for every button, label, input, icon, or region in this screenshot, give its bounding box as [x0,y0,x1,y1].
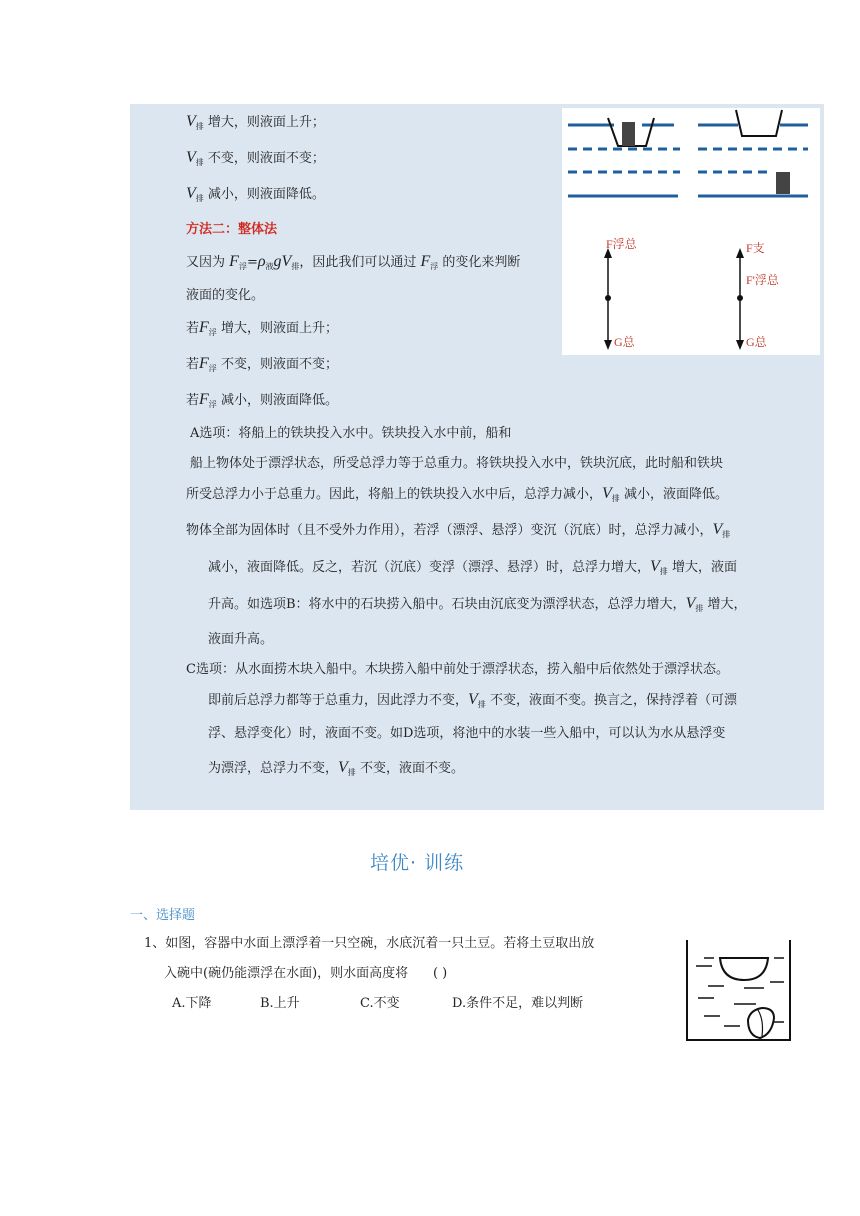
option-a-line-2: 船上物体处于漂浮状态，所受总浮力等于总重力。将铁块投入水中，铁块沉底，此时船和铁块 [190,456,724,471]
answer-blank[interactable]: ( ) [432,966,448,981]
solid-line-1: 物体全部为固体时（且不受外力作用），若浮（漂浮、悬浮）变沉（沉底）时，总浮力减小，$V_排$ [186,521,731,539]
label-f-float-total: F浮总 [606,237,637,251]
bowl-potato-figure [684,936,794,1044]
solid-line-3: 升高。如选项B：将水中的石块捞入船中。石块由沉底变为漂浮状态，总浮力增大，$V_排$ 增大， [208,595,747,613]
label-g-total-right: G总 [746,335,767,349]
potato-icon [748,1008,774,1038]
boat-right [736,110,782,136]
method-two-title: 方法二：整体法 [186,222,278,237]
whole-method-line: 又因为 $F_浮=\rho_液gV_排$，因此我们可以通过 $F_浮$ 的变化来判断 [186,253,521,271]
arrow-head-down-icon [604,340,612,350]
f-decrease-line: 若$F_浮$ 减小，则液面降低。 [186,391,338,409]
f-same-line: 若$F_浮$ 不变，则液面不变； [186,355,338,373]
whole-method-line-2: 液面的变化。 [186,288,265,303]
solid-line-2: 减小，液面降低。反之，若沉（沉底）变浮（漂浮、悬浮）时，总浮力增大，$V_排$ 增大，液面 [208,558,737,576]
question-1-line-2: 入碗中(碗仍能漂浮在水面)，则水面高度将 ( ) [164,966,448,981]
force-diagram-svg [562,108,820,355]
v-decrease-line: $V_排$ 减小，则液面降低。 [186,185,325,203]
section-heading: 培优· 训练 [370,852,465,874]
arrow-head-up-icon [736,248,744,258]
container-outline [687,940,790,1040]
bowl-icon [720,958,768,980]
arrow-head-down-icon [736,340,744,350]
label-g-total-left: G总 [614,335,635,349]
force-diagram-figure [562,108,820,355]
bowl-potato-svg [684,936,794,1044]
f-increase-line: 若$F_浮$ 增大，则液面上升； [186,319,338,337]
v-increase-line: $V_排$ 增大，则液面上升； [186,113,325,131]
option-c-line-2: 即前后总浮力都等于总重力，因此浮力不变，$V_排$ 不变，液面不变。换言之，保持浮着（可漂 [208,691,737,709]
center-point-left [605,295,611,301]
option-b[interactable]: B.上升 [260,996,300,1011]
iron-block-in-boat [622,122,635,146]
option-c-line-1: C选项：从水面捞木块入船中。木块捞入船中前处于漂浮状态，捞入船中后依然处于漂浮状态。 [186,662,729,677]
center-point-right [737,295,743,301]
section-title: 一、选择题 [130,908,196,923]
v-same-line: $V_排$ 不变，则液面不变； [186,149,325,167]
label-f-float-total-prime: F'浮总 [746,273,779,287]
option-a-line-3: 所受总浮力小于总重力。因此，将船上的铁块投入水中后，总浮力减小，$V_排$ 减小，液面降低。 [186,485,728,503]
option-a-line-1: A选项：将船上的铁块投入水中。铁块投入水中前，船和 [190,426,512,441]
question-1-line-1: 1、如图，容器中水面上漂浮着一只空碗，水底沉着一只土豆。若将土豆取出放 [144,936,595,951]
label-f-support: F支 [746,241,765,255]
iron-block-sunk [776,172,790,194]
option-d[interactable]: D.条件不足，难以判断 [452,996,584,1011]
option-c[interactable]: C.不变 [360,996,400,1011]
solid-line-4: 液面升高。 [208,632,274,647]
option-c-line-4: 为漂浮，总浮力不变，$V_排$ 不变，液面不变。 [208,759,464,777]
option-c-line-3: 浮、悬浮变化）时，液面不变。如D选项，将池中的水装一些入船中，可以认为水从悬浮变 [208,726,726,741]
option-a[interactable]: A.下降 [172,996,212,1011]
